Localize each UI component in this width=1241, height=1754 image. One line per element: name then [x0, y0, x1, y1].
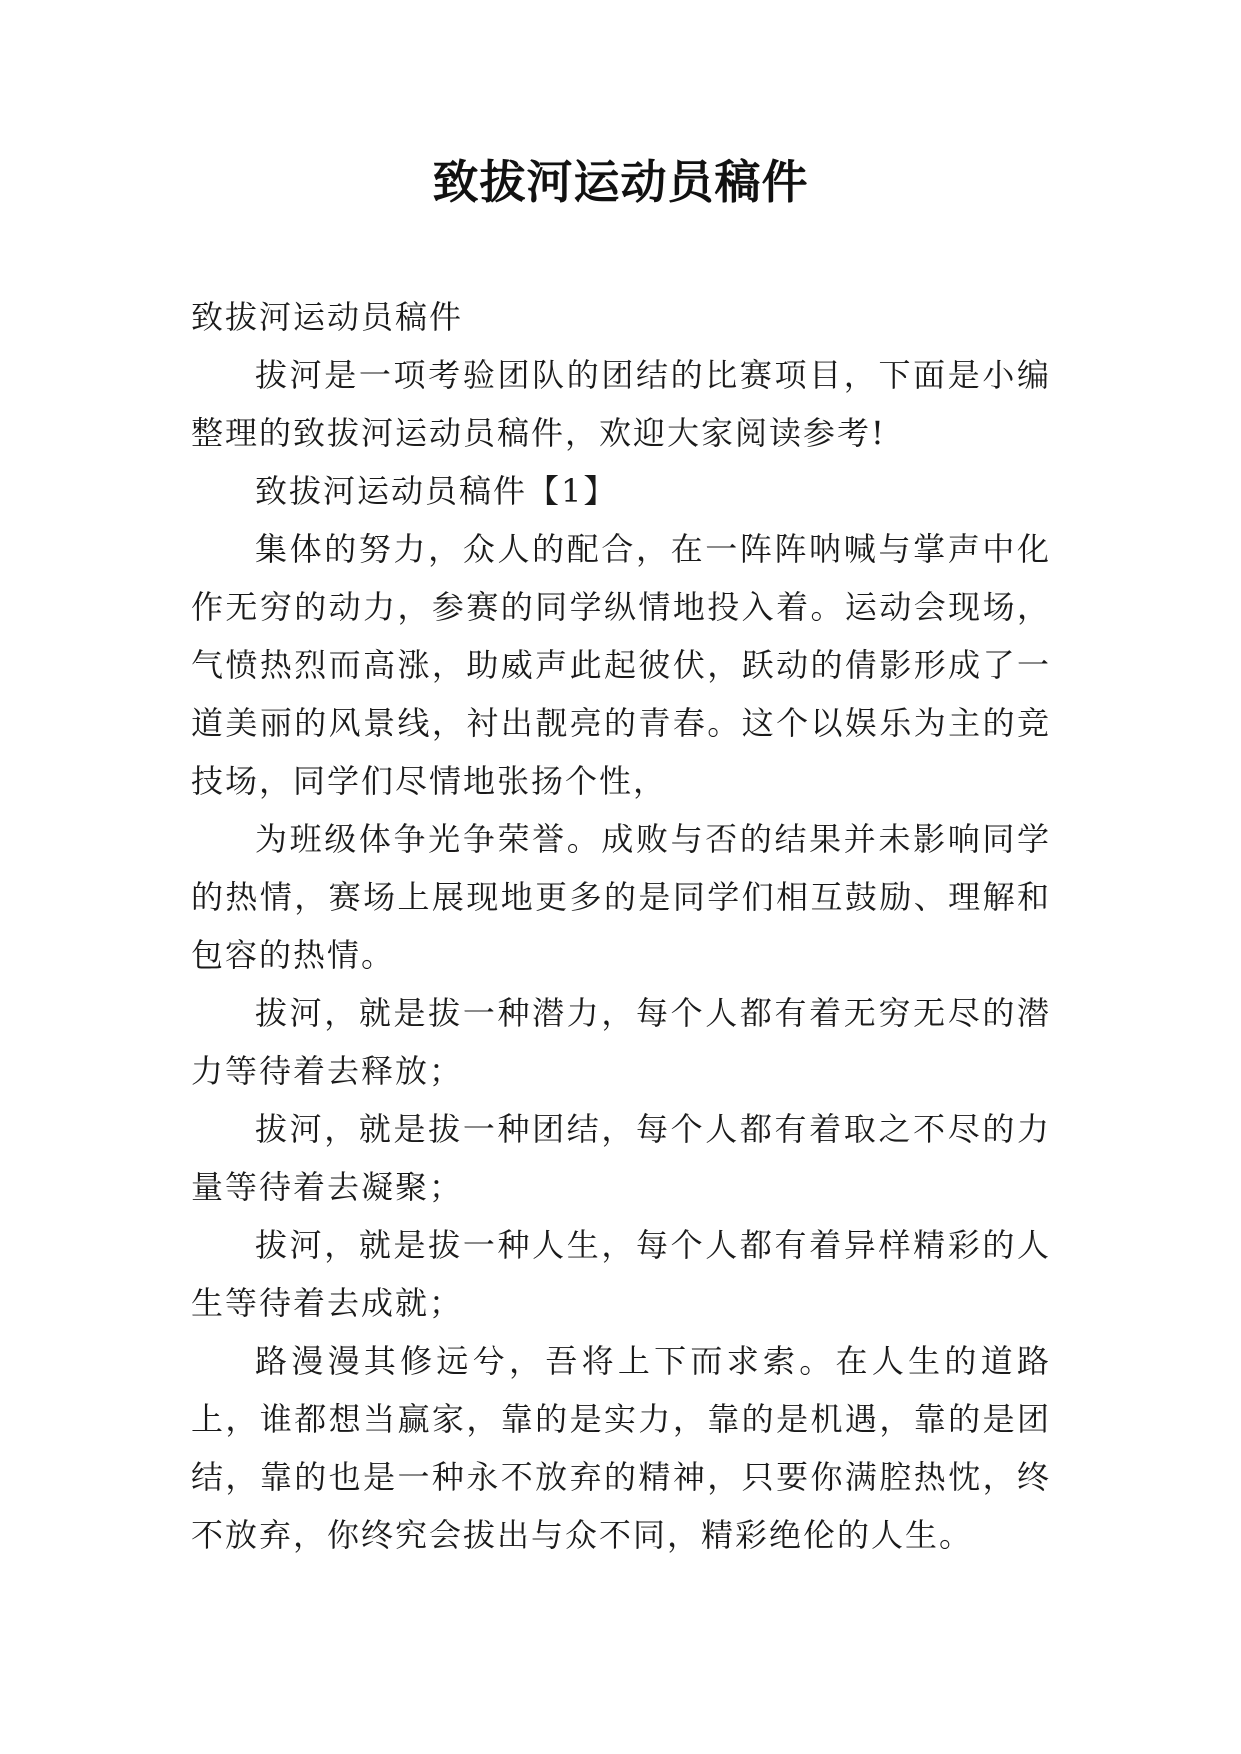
- paragraph: 路漫漫其修远兮，吾将上下而求索。在人生的道路上，谁都想当赢家，靠的是实力，靠的是机遇，靠的是团结，靠的也是一种永不放弃的精神，只要你满腔热忱，终不放弃，你终究会拔出与众不同，精彩绝伦的人生。: [191, 1342, 1051, 1554]
- document-subtitle: 致拔河运动员稿件: [191, 298, 464, 336]
- paragraph: 拔河，就是拔一种团结，每个人都有着取之不尽的力量等待着去凝聚；: [191, 1110, 1051, 1206]
- paragraph: 拔河，就是拔一种潜力，每个人都有着无穷无尽的潜力等待着去释放；: [191, 994, 1051, 1090]
- paragraph: 集体的努力，众人的配合，在一阵阵呐喊与掌声中化作无穷的动力，参赛的同学纵情地投入着。运动会现场，气愤热烈而高涨，助威声此起彼伏，跃动的倩影形成了一道美丽的风景线，衬出靓亮的青春。这个以娱乐为主的竞技场，同学们尽情地张扬个性，: [191, 530, 1051, 800]
- document-body: [191, 288, 1051, 1564]
- paragraph-intro: 拔河是一项考验团队的团结的比赛项目，下面是小编整理的致拔河运动员稿件，欢迎大家阅读参考!: [191, 356, 1051, 452]
- paragraph: 为班级体争光争荣誉。成败与否的结果并未影响同学的热情，赛场上展现地更多的是同学们相互鼓励、理解和包容的热情。: [191, 820, 1051, 974]
- section-heading: 致拔河运动员稿件【1】: [255, 472, 618, 510]
- paragraph: 拔河，就是拔一种人生，每个人都有着异样精彩的人生等待着去成就；: [191, 1226, 1051, 1322]
- document-title: 致拔河运动员稿件: [432, 155, 809, 209]
